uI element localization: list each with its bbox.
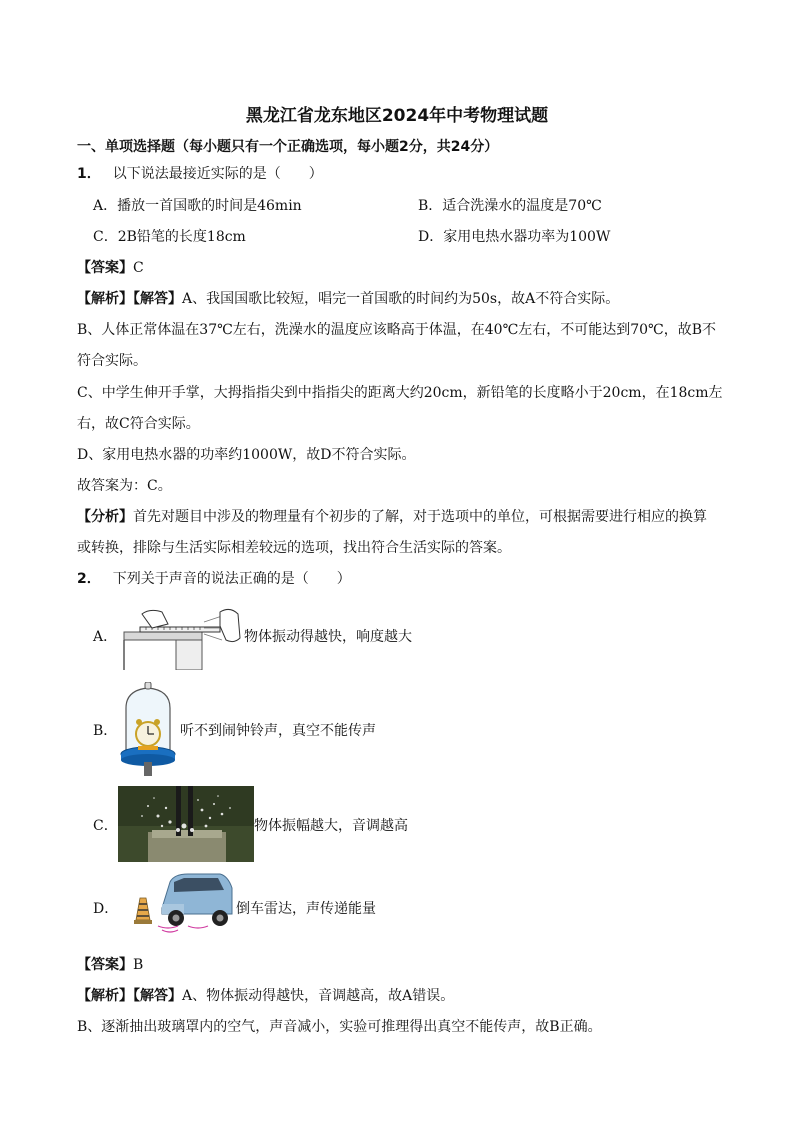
ruler-on-table-figure (122, 604, 242, 670)
q1-option-b: B．适合洗澡水的温度是70℃ (418, 198, 602, 214)
q1-analysis-line-3: 符合实际。 (77, 353, 147, 369)
answer-value: C (133, 260, 144, 276)
q2-analysis-line-1 (77, 986, 454, 1006)
q1-analysis-line-1 (77, 289, 619, 309)
q1-analysis-line-7: 故答案为：C。 (77, 478, 172, 494)
q1-fenxi-line-2: 或转换，排除与生活实际相差较远的选项，找出符合生活实际的答案。 (77, 540, 511, 556)
question-2 (77, 569, 351, 589)
q1-answer (77, 258, 144, 278)
q2-answer (77, 955, 143, 975)
question-number: 2． (77, 571, 101, 587)
q1-analysis-line-4: C、中学生伸开手掌，大拇指指尖到中指指尖的距离大约20cm，新铅笔的长度略小于20cm，在18cm左 (77, 385, 723, 401)
analysis-tag: 【解析】 (77, 291, 133, 307)
q2-analysis-line-2: B、逐渐抽出玻璃罩内的空气，声音减小，实验可推理得出真空不能传声，故B正确。 (77, 1019, 602, 1035)
q1-analysis-line-2: B、人体正常体温在37℃左右，洗澡水的温度应该略高于体温，在40℃左右，不可能达到70℃，故B不 (77, 322, 717, 338)
answer-value: B (133, 957, 144, 973)
q2-option-c-text: 物体振幅越大，音调越高 (254, 818, 408, 834)
q1-analysis-line-5: 右，故C符合实际。 (77, 416, 200, 432)
q2-option-d-letter: D． (93, 901, 119, 917)
section-heading: 一、单项选择题（每小题只有一个正确选项，每小题2分，共24分） (77, 139, 499, 155)
q2-option-b-text: 听不到闹钟铃声，真空不能传声 (180, 723, 376, 739)
q1-option-c: C．2B铅笔的长度18cm (93, 229, 246, 245)
q1-fenxi-line-1 (77, 507, 707, 527)
solution-tag: 【解答】 (133, 291, 182, 307)
question-1 (77, 164, 323, 184)
tuning-fork-water-splash-photo (118, 786, 254, 862)
bell-jar-alarm-clock-figure (118, 682, 178, 778)
analysis-tag: 【解析】 (77, 988, 133, 1004)
analysis-text: A、物体振动得越快，音调越高，故A错误。 (182, 988, 455, 1004)
q2-option-a-letter: A． (93, 629, 118, 645)
q2-option-a-text: 物体振动得越快，响度越大 (244, 629, 412, 645)
q1-option-d: D．家用电热水器功率为100W (418, 229, 611, 245)
fenxi-text: 首先对题目中涉及的物理量有个初步的了解，对于选项中的单位，可根据需要进行相应的换算 (133, 509, 707, 525)
solution-tag: 【解答】 (133, 988, 182, 1004)
fenxi-tag: 【分析】 (77, 509, 133, 525)
answer-tag: 【答案】 (77, 260, 133, 276)
q1-analysis-line-6: D、家用电热水器的功率约1000W，故D不符合实际。 (77, 447, 416, 463)
q1-option-a: A．播放一首国歌的时间是46min (93, 198, 302, 214)
q2-option-d-text: 倒车雷达，声传递能量 (236, 901, 376, 917)
car-reversing-radar-figure (128, 868, 234, 936)
analysis-text: A、我国国歌比较短，唱完一首国歌的时间约为50s，故A不符合实际。 (182, 291, 620, 307)
q2-option-b-letter: B． (93, 723, 118, 739)
question-stem: 下列关于声音的说法正确的是（ ） (112, 571, 351, 587)
answer-tag: 【答案】 (77, 957, 133, 973)
q2-option-c-letter: C． (93, 818, 118, 834)
question-stem: 以下说法最接近实际的是（ ） (112, 166, 323, 182)
question-number: 1． (77, 166, 101, 182)
page-title: 黑龙江省龙东地区2024年中考物理试题 (245, 106, 549, 126)
